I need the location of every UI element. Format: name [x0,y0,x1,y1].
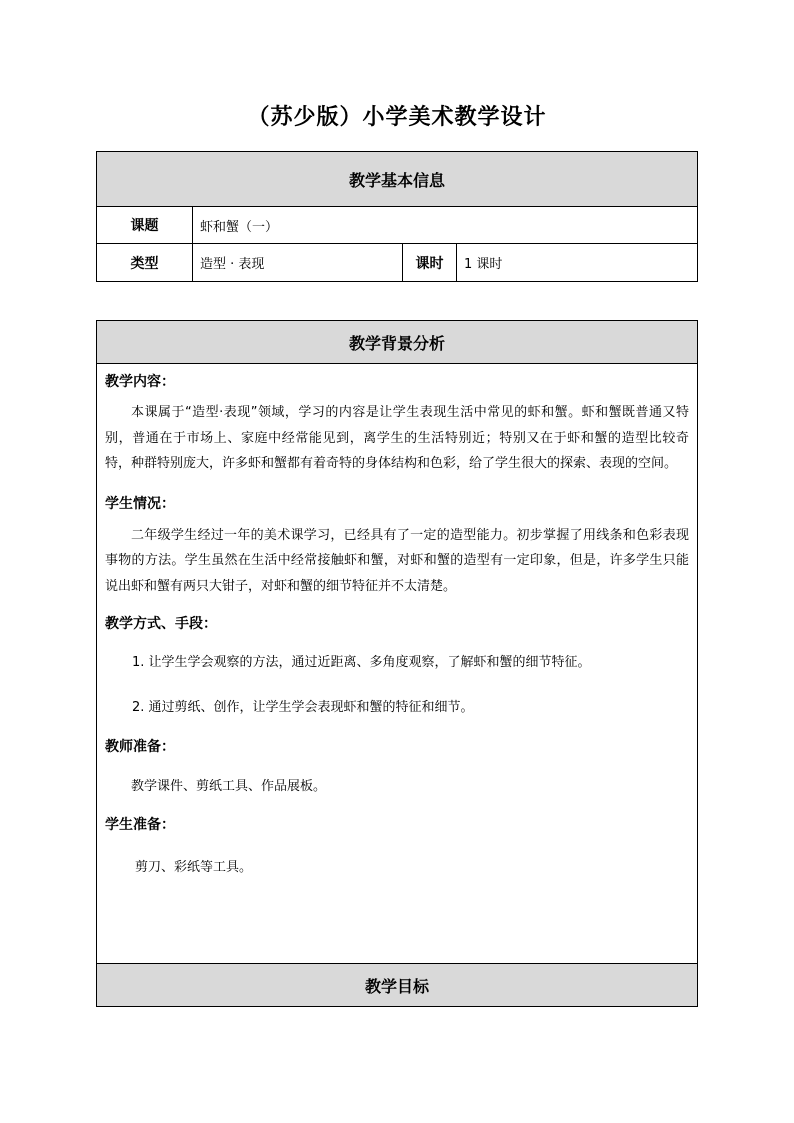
teacher-text: 教学课件、剪纸工具、作品展板。 [131,779,327,794]
background-header: 教学背景分析 [97,321,698,364]
type-label: 类型 [97,244,193,282]
topic-label: 课题 [97,207,193,244]
student-prep-title: 学生准备： [105,817,175,833]
teacher-title: 教师准备： [105,739,175,755]
student-text: 二年级学生经过一年的美术课学习，已经具有了一定的造型能力。初步掌握了用线条和色彩表现事物的方法。学生虽然在生活中经常接触虾和蟹，对虾和蟹的造型有一定印象，但是，许多学生只能说出虾和蟹有两只大钳子，对虾和蟹的细节特征并不太清楚。 [105,527,689,594]
background-body [97,364,698,964]
basic-info-table [96,151,698,282]
student-prep-text: 剪刀、彩纸等工具。 [135,860,253,875]
student-title: 学生情况： [105,495,175,512]
hours-value: 1 课时 [457,244,698,282]
type-value: 造型 · 表现 [193,244,403,282]
content-title: 教学内容： [105,374,175,390]
method-title: 教学方式、手段： [105,616,217,632]
method-item-2: 2. 通过剪纸、创作，让学生学会表现虾和蟹的特征和细节。 [132,700,474,715]
hours-label: 课时 [403,244,457,282]
document-title: （苏少版）小学美术教学设计 [247,104,547,130]
background-analysis-table [96,320,698,1007]
basic-info-header: 教学基本信息 [97,152,698,207]
objectives-header: 教学目标 [97,964,698,1007]
content-text: 本课属于“造型·表现”领域，学习的内容是让学生表现生活中常见的虾和蟹。虾和蟹既普通又特别，普通在于市场上、家庭中经常能见到，离学生的生活特别近；特别又在于虾和蟹的造型比较奇特，种群特别庞大，许多虾和蟹都有着奇特的身体结构和色彩，给了学生很大的探索、表现的空间。 [105,405,689,471]
method-item-1: 1. 让学生学会观察的方法，通过近距离、多角度观察，了解虾和蟹的细节特征。 [132,655,591,670]
topic-value: 虾和蟹（一） [193,207,698,244]
